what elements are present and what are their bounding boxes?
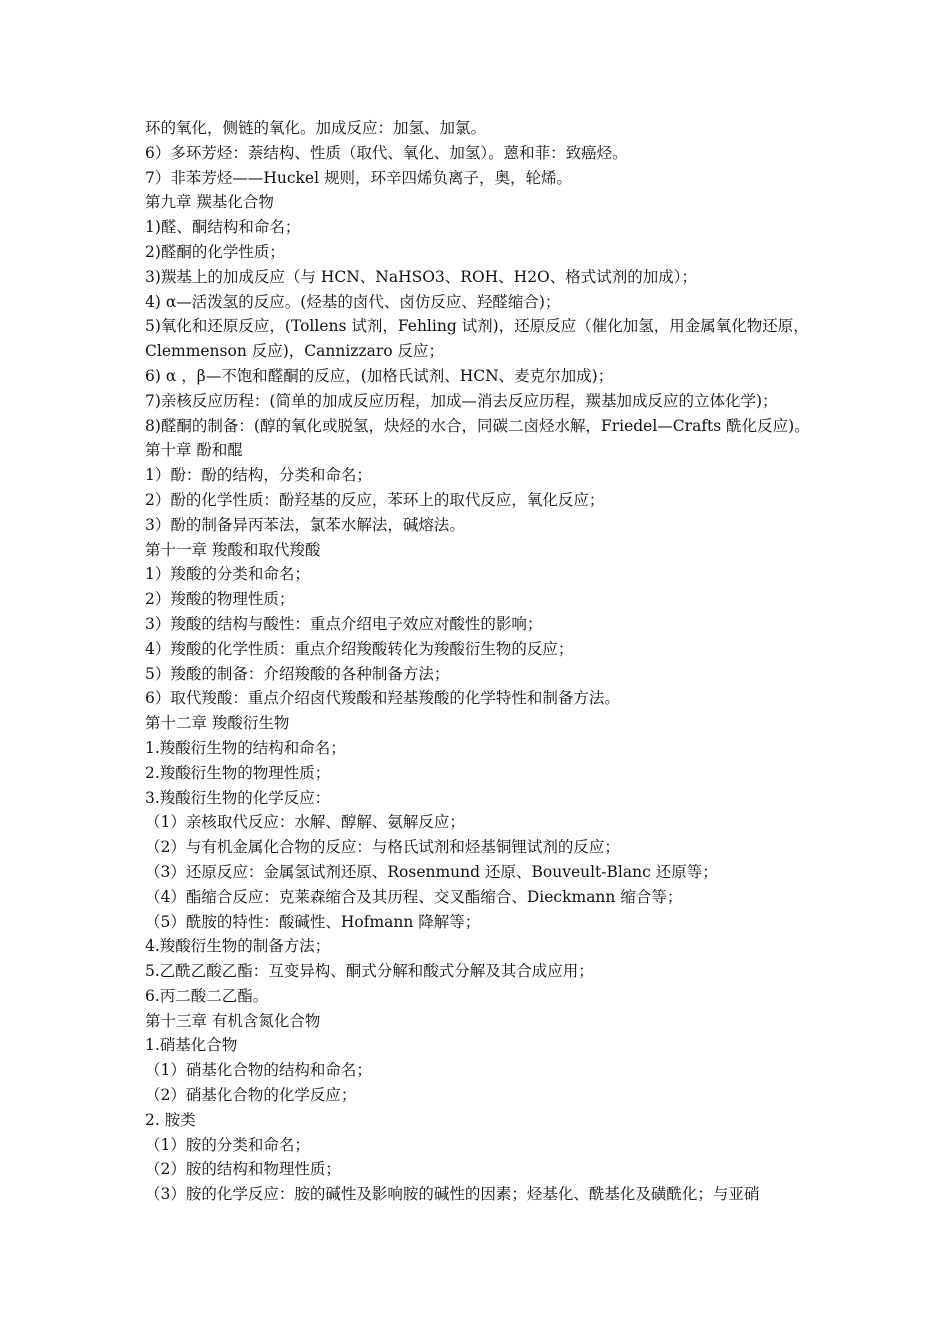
text-line: 5）羧酸的制备：介绍羧酸的各种制备方法； (145, 664, 450, 683)
document-body (145, 116, 815, 1207)
text-line: 6）多环芳烃：萘结构、性质（取代、氧化、加氢）。蒽和菲：致癌烃。 (145, 143, 628, 162)
text-line: 5)氧化和还原反应，(Tollens 试剂，Fehling 试剂)，还原反应（催化加氢，用金属氧化物还原，Clemmenson 反应)，Cannizzaro 反应； (145, 317, 809, 361)
text-line: 1）酚：酚的结构，分类和命名； (145, 466, 372, 485)
chapter-heading: 第十三章 有机含氮化合物 (145, 1011, 321, 1030)
text-line: 环的氧化，侧链的氧化。加成反应：加氢、加氯。 (145, 119, 487, 137)
text-line: 5.乙酰乙酸乙酯：互变异构、酮式分解和酸式分解及其合成应用； (145, 962, 594, 981)
text-line: 4.羧酸衍生物的制备方法； (145, 937, 331, 956)
text-line: 3.羧酸衍生物的化学反应： (145, 788, 331, 807)
text-line: 2）酚的化学性质：酚羟基的反应，苯环上的取代反应，氧化反应； (145, 490, 605, 509)
text-line: 6.丙二酸二乙酯。 (145, 986, 269, 1005)
chapter-heading: 第十章 酚和醌 (145, 441, 243, 460)
chapter-heading: 第九章 羰基化合物 (145, 193, 274, 212)
text-line: 1）羧酸的分类和命名； (145, 565, 310, 584)
text-line: （2）硝基化合物的化学反应； (145, 1086, 357, 1105)
text-line: （2）与有机金属化合物的反应：与格氏试剂和烃基铜锂试剂的反应； (145, 838, 620, 857)
text-line: （5）酰胺的特性：酸碱性、Hofmann 降解等； (145, 912, 481, 931)
text-line: （2）胺的结构和物理性质； (145, 1160, 341, 1179)
text-line: （3）胺的化学反应：胺的碱性及影响胺的碱性的因素；烃基化、酰基化及磺酰化；与亚硝 (145, 1185, 760, 1204)
chapter-heading: 第十二章 羧酸衍生物 (145, 714, 290, 733)
text-line: （3）还原反应：金属氢试剂还原、Rosenmund 还原、Bouveult-Blanc 还原等； (145, 862, 718, 881)
text-line: 3）羧酸的结构与酸性：重点介绍电子效应对酸性的影响； (145, 614, 543, 633)
text-line: 2. 胺类 (145, 1110, 196, 1129)
text-line: 2)醛酮的化学性质； (145, 242, 285, 261)
text-line: 7）非苯芳烃——Huckel 规则，环辛四烯负离子，奥，轮烯。 (145, 168, 572, 187)
text-line: （1）胺的分类和命名； (145, 1135, 310, 1154)
text-line: 1.硝基化合物 (145, 1036, 238, 1055)
text-line: 4）羧酸的化学性质：重点介绍羧酸转化为羧酸衍生物的反应； (145, 639, 574, 658)
text-line: 1)醛、酮结构和命名； (145, 218, 301, 237)
text-line: 8)醛酮的制备：(醇的氧化或脱氢，炔烃的水合，同碳二卤烃水解，Friedel—Crafts 酰化反应)。 (145, 416, 810, 435)
text-line: 2.羧酸衍生物的物理性质； (145, 763, 331, 782)
text-line: 3）酚的制备异丙苯法，氯苯水解法，碱熔法。 (145, 515, 465, 534)
text-line: 1.羧酸衍生物的结构和命名； (145, 738, 346, 757)
text-line: 7)亲核反应历程：(简单的加成反应历程，加成—消去反应历程，羰基加成反应的立体化学)； (145, 391, 778, 410)
text-line: （4）酯缩合反应：克莱森缩合及其历程、交叉酯缩合、Dieckmann 缩合等； (145, 887, 683, 906)
text-line: 4) α—活泼氢的反应。(烃基的卤代、卤仿反应、羟醛缩合)； (145, 292, 561, 311)
text-line: 6) α ，β—不饱和醛酮的反应，(加格氏试剂、HCN、麦克尔加成)； (145, 366, 614, 385)
text-line: （1）亲核取代反应：水解、醇解、氨解反应； (145, 813, 465, 832)
chapter-heading: 第十一章 羧酸和取代羧酸 (145, 540, 321, 559)
text-line: （1）硝基化合物的结构和命名； (145, 1061, 372, 1080)
text-line: 2）羧酸的物理性质； (145, 590, 295, 609)
text-line: 6）取代羧酸：重点介绍卤代羧酸和羟基羧酸的化学特性和制备方法。 (145, 689, 620, 708)
text-line: 3)羰基上的加成反应（与 HCN、NaHSO3、ROH、H2O、格式试剂的加成）； (145, 267, 698, 286)
